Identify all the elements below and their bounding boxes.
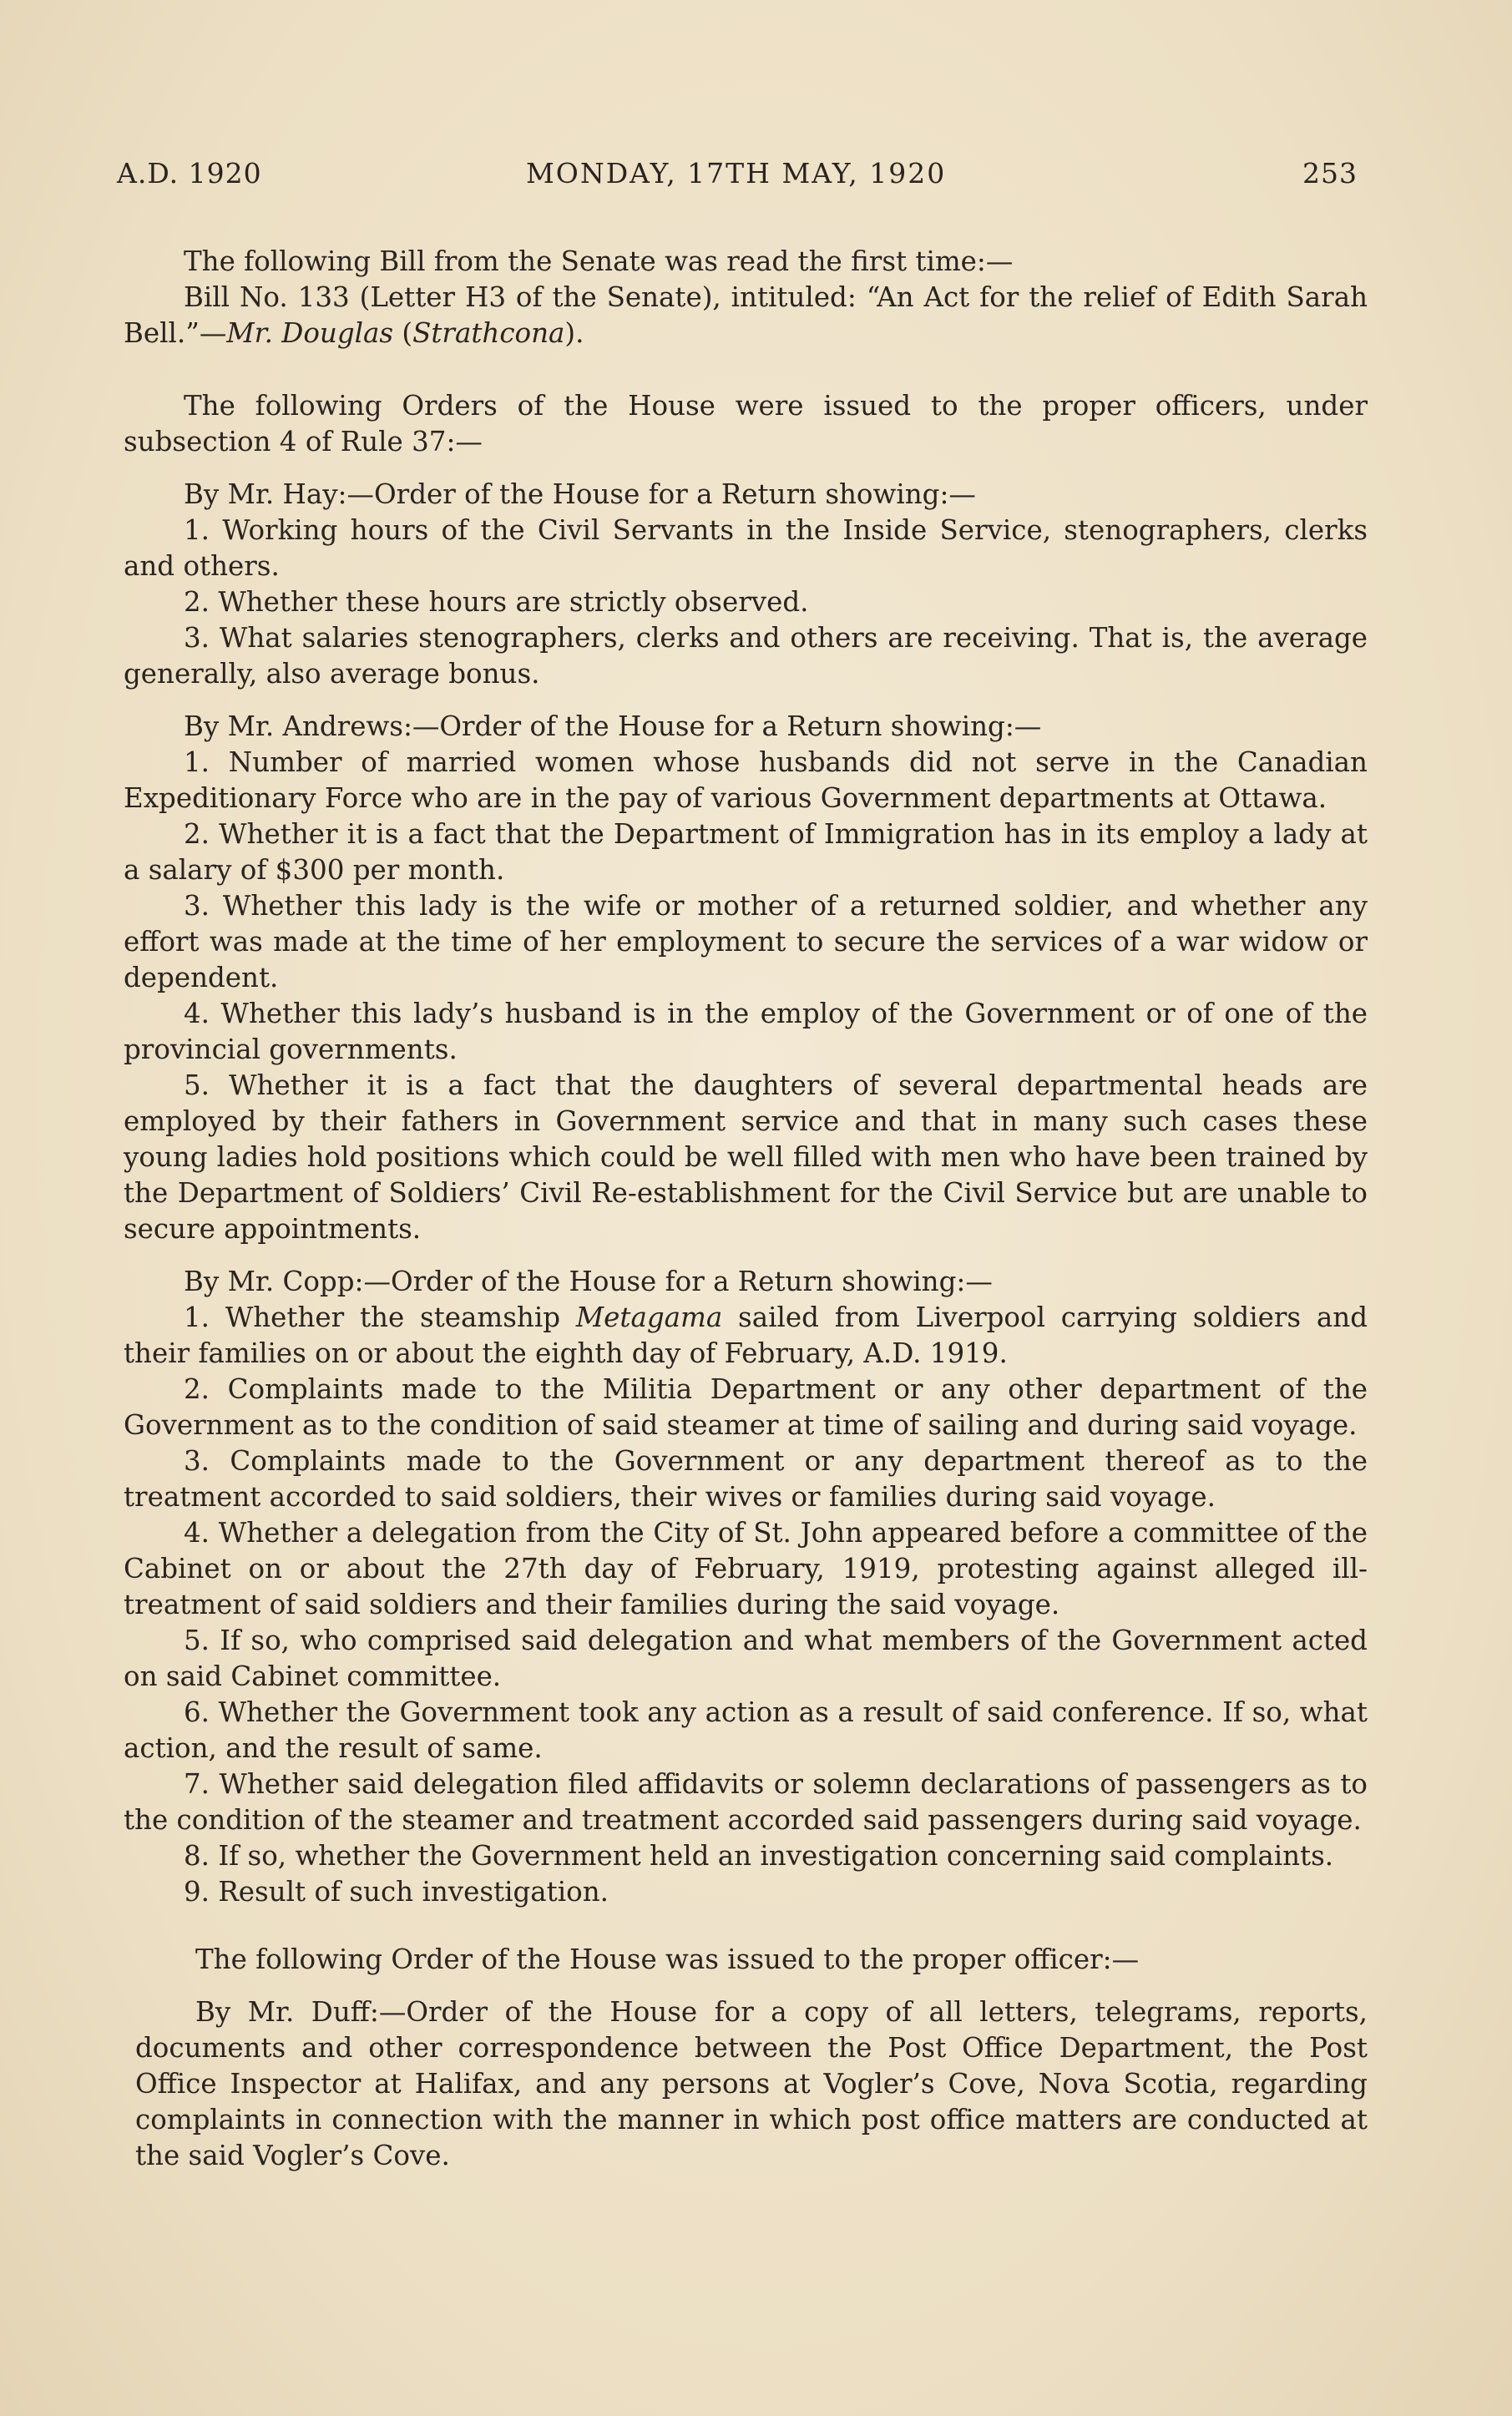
andrews-item-2: 2. Whether it is a fact that the Department of Immigration has in its employ a lady at a salary of $300 per month. (124, 818, 1368, 886)
hay-item-1: 1. Working hours of the Civil Servants in the Inside Service, stenographers, clerks and others. (124, 514, 1368, 582)
copp-order-heading: By Mr. Copp:—Order of the House for a Return showing:— (184, 1266, 993, 1297)
copp-item-2: 2. Complaints made to the Militia Department or any other department of the Government as to the condition of said steamer at time of sailing and during said voyage. (124, 1373, 1368, 1441)
copp-item-4: 4. Whether a delegation from the City of St. John appeared before a committee of the Cabinet on or about the 27th day of February, 1919, protesting against alleged ill-treatment of said soldiers and their families during the said voyage. (124, 1517, 1368, 1620)
copp-item-9: 9. Result of such investigation. (184, 1876, 609, 1908)
copp-item-1-text-b: sailed from Liverpool carrying soldiers and their families on or about the eighth day of February, A.D. 1919. (124, 1302, 1368, 1369)
hay-item-2: 2. Whether these hours are strictly observed. (184, 586, 809, 618)
page-body (124, 244, 1368, 2174)
orders-intro: The following Orders of the House were issued to the proper officers, under subsection 4 of Rule 37:— (124, 390, 1368, 457)
page-header (117, 157, 1358, 197)
copp-item-8: 8. If so, whether the Government held an investigation concerning said complaints. (184, 1840, 1334, 1872)
header-date: MONDAY, 17TH MAY, 1920 (526, 157, 947, 190)
final-order-intro: The following Order of the House was issued to the proper officer:— (195, 1943, 1140, 1975)
copp-item-7: 7. Whether said delegation filed affidavits or solemn declarations of passengers as to the condition of the steamer and treatment accorded said passengers during said voyage. (124, 1768, 1368, 1836)
copp-item-3: 3. Complaints made to the Government or any department thereof as to the treatment accorded to said soldiers, their wives or families during said voyage. (124, 1445, 1368, 1513)
andrews-item-3: 3. Whether this lady is the wife or mother of a returned soldier, and whether any effort was made at the time of her employment to secure the services of a war widow or dependent. (124, 890, 1368, 993)
hay-order-heading: By Mr. Hay:—Order of the House for a Return showing:— (184, 478, 976, 510)
ship-name: Metagama (575, 1302, 723, 1333)
final-order-block (124, 1942, 1368, 2174)
copp-item-1-text-a: 1. Whether the steamship (184, 1302, 576, 1333)
page-number: 253 (1302, 157, 1358, 190)
copp-item-6: 6. Whether the Government took any action as a result of said conference. If so, what action, and the result of same. (124, 1696, 1368, 1764)
bill-riding: Strathcona (412, 317, 565, 349)
hay-item-3: 3. What salaries stenographers, clerks and others are receiving. That is, the average generally, also average bonus. (124, 622, 1368, 690)
header-year: A.D. 1920 (117, 157, 262, 190)
copp-item-1 (124, 1300, 1368, 1372)
andrews-item-4: 4. Whether this lady’s husband is in the employ of the Government or of one of the provincial governments. (124, 998, 1368, 1065)
senate-bill-intro: The following Bill from the Senate was read the first time:— (184, 245, 1014, 277)
copp-item-5: 5. If so, who comprised said delegation and what members of the Government acted on said Cabinet committee. (124, 1625, 1368, 1692)
andrews-item-1: 1. Number of married women whose husbands did not serve in the Canadian Expeditionary Force who are in the pay of various Government departments at Ottawa. (124, 746, 1368, 814)
bill-text: Bill No. 133 (Letter H3 of the Senate), intituled: “An Act for the relief of Edith Sarah Bell.”— (124, 281, 1368, 349)
andrews-order-heading: By Mr. Andrews:—Order of the House for a Return showing:— (184, 710, 1042, 742)
bill-paren-close: ). (564, 317, 584, 349)
bill-member: Mr. Douglas (226, 317, 394, 349)
duff-order: By Mr. Duff:—Order of the House for a copy of all letters, telegrams, reports, documents and other correspondence between the Post Office Department, the Post Office Inspector at Halifax, and any persons at Vogler’s Cove, Nova Scotia, regarding complaints in connection with the manner in which post office matters are conducted at the said Vogler’s Cove. (135, 1996, 1368, 2171)
andrews-item-5: 5. Whether it is a fact that the daughters of several departmental heads are employed by their fathers in Government service and that in many such cases these young ladies hold positions which could be well filled with men who have been trained by the Department of Soldiers’ Civil Re-establishment for the Civil Service but are unable to secure appointments. (124, 1069, 1368, 1245)
senate-bill-entry (124, 280, 1368, 351)
bill-paren-open: ( (393, 317, 413, 349)
